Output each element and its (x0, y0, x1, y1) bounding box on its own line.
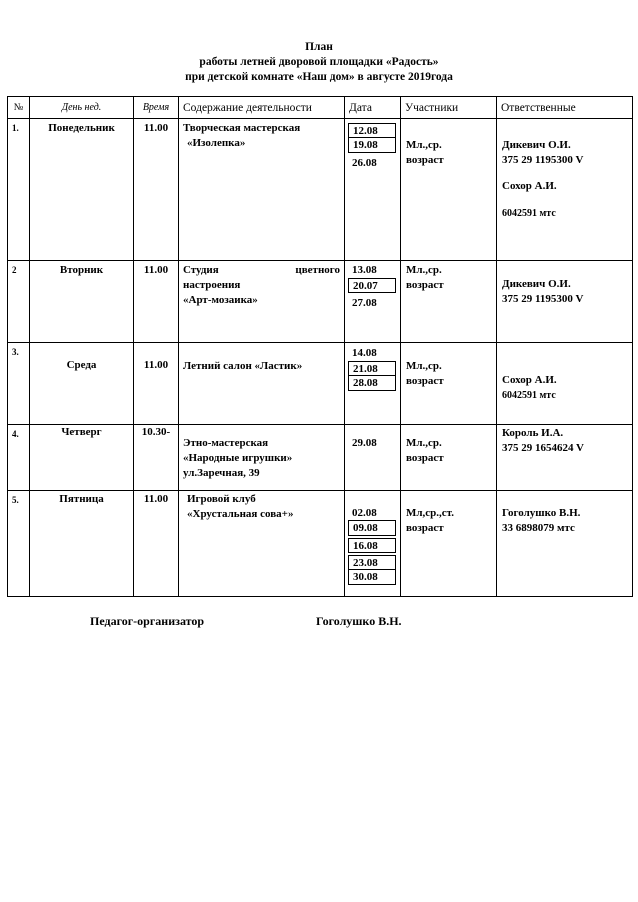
participants-line: возраст (406, 452, 444, 464)
row-responsible (497, 343, 633, 425)
activity-line: Этно-мастерская (183, 437, 269, 449)
responsible-line: 375 29 1195300 V (502, 154, 584, 166)
date-value: 19.08 (348, 138, 396, 153)
signature-name: Гоголушко В.Н. (316, 614, 402, 628)
activity-line: Летний салон «Ластик» (183, 360, 303, 372)
table-row (8, 343, 633, 425)
title-line-3: при детской комнате «Наш дом» в августе 2019года (185, 71, 453, 83)
table-row (8, 425, 633, 491)
date-value: 29.08 (352, 437, 377, 449)
document-title (0, 40, 638, 85)
header-participants: Участники (401, 97, 497, 119)
responsible-line: 6042591 мтс (502, 208, 556, 219)
date-value: 30.08 (348, 570, 396, 585)
date-value: 12.08 (348, 123, 396, 138)
date-value: 21.08 (348, 361, 396, 376)
row-number: 4. (8, 425, 30, 491)
activity-word: цветного (295, 264, 340, 276)
row-dates (345, 261, 401, 343)
row-participants (401, 119, 497, 261)
activity-line: настроения (183, 279, 241, 291)
row-number: 1. (8, 119, 30, 261)
schedule-table (7, 96, 633, 597)
participants-line: Мл.,ср. (406, 437, 442, 449)
table-row (8, 261, 633, 343)
row-dates (345, 119, 401, 261)
date-value: 09.08 (348, 521, 396, 536)
header-time: Время (134, 97, 179, 119)
row-time: 11.00 (134, 119, 179, 261)
activity-line: ул.Заречная, 39 (183, 467, 260, 479)
table-row (8, 119, 633, 261)
row-dates (345, 343, 401, 425)
header-row (8, 97, 633, 119)
row-number: 3. (8, 343, 30, 425)
row-activity (179, 425, 345, 491)
row-activity (179, 119, 345, 261)
activity-line: «Хрустальная сова+» (187, 508, 294, 520)
activity-line: «Изолепка» (187, 137, 246, 149)
date-value: 20.07 (348, 278, 396, 293)
responsible-line: Гоголушко В.Н. (502, 507, 581, 519)
date-value: 27.08 (352, 297, 377, 309)
row-participants (401, 343, 497, 425)
date-value: 13.08 (352, 264, 377, 276)
row-number: 5. (8, 491, 30, 597)
row-time: 11.00 (134, 261, 179, 343)
responsible-line: Сохор А.И. (502, 374, 557, 386)
date-value: 23.08 (348, 555, 396, 570)
row-responsible (497, 491, 633, 597)
table-row (8, 491, 633, 597)
date-value: 28.08 (348, 376, 396, 391)
activity-line: «Арт-мозаика» (183, 294, 258, 306)
date-value: 14.08 (352, 347, 377, 359)
responsible-line: Дикевич О.И. (502, 139, 571, 151)
row-activity (179, 491, 345, 597)
participants-line: возраст (406, 522, 444, 534)
row-participants (401, 261, 497, 343)
date-value: 16.08 (348, 538, 396, 553)
responsible-line: 6042591 мтс (502, 390, 556, 401)
row-time: 10.30- (134, 425, 179, 491)
activity-line: «Народные игрушки» (183, 452, 293, 464)
row-day: Среда (30, 343, 134, 425)
row-participants (401, 491, 497, 597)
responsible-line: Сохор А.И. (502, 180, 557, 192)
row-activity (179, 343, 345, 425)
activity-line: Игровой клуб (187, 493, 256, 505)
participants-line: возраст (406, 154, 444, 166)
participants-line: Мл,ср.,ст. (406, 507, 455, 519)
signature-role: Педагог-организатор (90, 614, 205, 628)
header-responsible: Ответственные (497, 97, 633, 119)
participants-line: Мл.,ср. (406, 264, 442, 276)
row-day: Понедельник (30, 119, 134, 261)
row-responsible (497, 425, 633, 491)
row-dates (345, 425, 401, 491)
row-day: Пятница (30, 491, 134, 597)
row-participants (401, 425, 497, 491)
row-day: Четверг (30, 425, 134, 491)
row-responsible (497, 261, 633, 343)
responsible-line: 33 6898079 мтс (502, 522, 575, 534)
header-num: № (8, 97, 30, 119)
activity-line: Творческая мастерская (183, 122, 301, 134)
participants-line: возраст (406, 375, 444, 387)
responsible-line: 375 29 1195300 V (502, 293, 584, 305)
row-day: Вторник (30, 261, 134, 343)
title-line-2: работы летней дворовой площадки «Радость» (199, 56, 439, 68)
row-time: 11.00 (134, 491, 179, 597)
row-dates (345, 491, 401, 597)
participants-line: Мл.,ср. (406, 360, 442, 372)
title-line-1: План (305, 41, 333, 53)
activity-line (183, 263, 344, 278)
participants-line: возраст (406, 279, 444, 291)
responsible-line: 375 29 1654624 V (502, 442, 584, 454)
participants-line: Мл.,ср. (406, 139, 442, 151)
header-date: Дата (345, 97, 401, 119)
date-value: 26.08 (352, 157, 377, 169)
header-day: День нед. (30, 97, 134, 119)
row-number: 2 (8, 261, 30, 343)
header-content: Содержание деятельности (179, 97, 345, 119)
row-time: 11.00 (134, 343, 179, 425)
activity-word: Студия (183, 264, 219, 276)
responsible-line: Дикевич О.И. (502, 278, 571, 290)
row-responsible (497, 119, 633, 261)
responsible-line: Король И.А. (502, 427, 564, 439)
row-activity (179, 261, 345, 343)
date-value: 02.08 (348, 506, 396, 521)
